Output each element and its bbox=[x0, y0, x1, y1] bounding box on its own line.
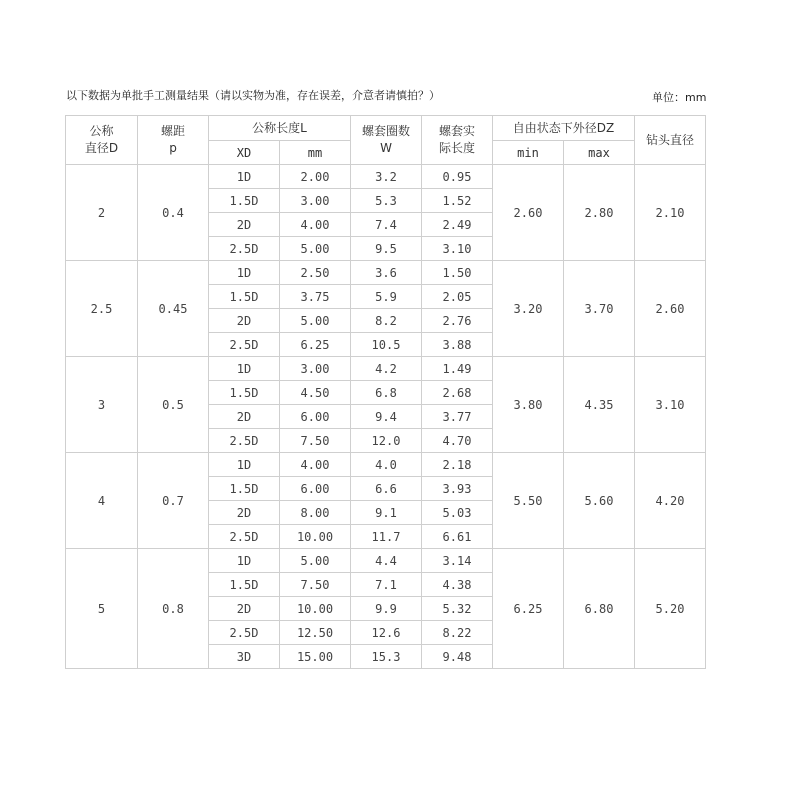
drill-diameter-cell: 2.60 bbox=[635, 261, 706, 357]
actual-length-cell: 3.14 bbox=[422, 549, 493, 573]
nominal-diameter-cell: 2.5 bbox=[66, 261, 138, 357]
length-xd-cell: 2D bbox=[209, 309, 280, 333]
coil-count-cell: 4.2 bbox=[351, 357, 422, 381]
length-mm-cell: 6.00 bbox=[280, 477, 351, 501]
actual-length-cell: 2.05 bbox=[422, 285, 493, 309]
length-mm-cell: 7.50 bbox=[280, 429, 351, 453]
coil-count-cell: 9.1 bbox=[351, 501, 422, 525]
length-mm-cell: 3.00 bbox=[280, 357, 351, 381]
coil-count-cell: 9.5 bbox=[351, 237, 422, 261]
pitch-cell: 0.8 bbox=[138, 549, 209, 669]
actual-length-cell: 6.61 bbox=[422, 525, 493, 549]
length-mm-cell: 3.00 bbox=[280, 189, 351, 213]
length-xd-cell: 2D bbox=[209, 597, 280, 621]
od-max-cell: 5.60 bbox=[564, 453, 635, 549]
length-xd-cell: 1.5D bbox=[209, 381, 280, 405]
header-length-xd: XD bbox=[209, 141, 280, 165]
header-od-min: min bbox=[493, 141, 564, 165]
length-xd-cell: 1.5D bbox=[209, 189, 280, 213]
actual-length-cell: 4.38 bbox=[422, 573, 493, 597]
length-xd-cell: 1D bbox=[209, 165, 280, 189]
actual-length-cell: 9.48 bbox=[422, 645, 493, 669]
table-row bbox=[66, 453, 706, 477]
header-od-max: max bbox=[564, 141, 635, 165]
length-mm-cell: 2.50 bbox=[280, 261, 351, 285]
pitch-cell: 0.7 bbox=[138, 453, 209, 549]
pitch-cell: 0.4 bbox=[138, 165, 209, 261]
coil-count-cell: 7.4 bbox=[351, 213, 422, 237]
table-row bbox=[66, 357, 706, 381]
header-pitch: 螺距 p bbox=[138, 116, 209, 165]
actual-length-cell: 1.52 bbox=[422, 189, 493, 213]
actual-length-cell: 5.32 bbox=[422, 597, 493, 621]
unit-label: 单位：mm bbox=[652, 91, 707, 104]
length-xd-cell: 1D bbox=[209, 261, 280, 285]
header-length-mm: mm bbox=[280, 141, 351, 165]
length-xd-cell: 1D bbox=[209, 453, 280, 477]
od-max-cell: 4.35 bbox=[564, 357, 635, 453]
length-xd-cell: 1.5D bbox=[209, 477, 280, 501]
length-mm-cell: 5.00 bbox=[280, 309, 351, 333]
od-min-cell: 2.60 bbox=[493, 165, 564, 261]
actual-length-cell: 3.93 bbox=[422, 477, 493, 501]
od-min-cell: 6.25 bbox=[493, 549, 564, 669]
od-max-cell: 3.70 bbox=[564, 261, 635, 357]
table-row bbox=[66, 261, 706, 285]
coil-count-cell: 6.8 bbox=[351, 381, 422, 405]
length-xd-cell: 1D bbox=[209, 357, 280, 381]
drill-diameter-cell: 3.10 bbox=[635, 357, 706, 453]
actual-length-cell: 5.03 bbox=[422, 501, 493, 525]
coil-count-cell: 12.0 bbox=[351, 429, 422, 453]
actual-length-cell: 2.68 bbox=[422, 381, 493, 405]
header-nominal-length: 公称长度L bbox=[209, 116, 351, 141]
od-min-cell: 3.20 bbox=[493, 261, 564, 357]
coil-count-cell: 7.1 bbox=[351, 573, 422, 597]
pitch-cell: 0.45 bbox=[138, 261, 209, 357]
actual-length-cell: 8.22 bbox=[422, 621, 493, 645]
length-mm-cell: 7.50 bbox=[280, 573, 351, 597]
actual-length-cell: 1.50 bbox=[422, 261, 493, 285]
coil-count-cell: 3.2 bbox=[351, 165, 422, 189]
header-drill-diameter: 钻头直径 bbox=[635, 116, 706, 165]
coil-count-cell: 5.3 bbox=[351, 189, 422, 213]
length-mm-cell: 5.00 bbox=[280, 237, 351, 261]
coil-count-cell: 8.2 bbox=[351, 309, 422, 333]
coil-count-cell: 3.6 bbox=[351, 261, 422, 285]
length-mm-cell: 4.00 bbox=[280, 213, 351, 237]
actual-length-cell: 3.77 bbox=[422, 405, 493, 429]
length-xd-cell: 2.5D bbox=[209, 333, 280, 357]
length-xd-cell: 2D bbox=[209, 405, 280, 429]
drill-diameter-cell: 2.10 bbox=[635, 165, 706, 261]
drill-diameter-cell: 4.20 bbox=[635, 453, 706, 549]
length-xd-cell: 2.5D bbox=[209, 525, 280, 549]
length-xd-cell: 2D bbox=[209, 213, 280, 237]
od-max-cell: 6.80 bbox=[564, 549, 635, 669]
length-mm-cell: 10.00 bbox=[280, 525, 351, 549]
coil-count-cell: 12.6 bbox=[351, 621, 422, 645]
length-mm-cell: 8.00 bbox=[280, 501, 351, 525]
length-xd-cell: 1.5D bbox=[209, 573, 280, 597]
nominal-diameter-cell: 5 bbox=[66, 549, 138, 669]
coil-count-cell: 6.6 bbox=[351, 477, 422, 501]
actual-length-cell: 3.88 bbox=[422, 333, 493, 357]
header-nominal-diameter: 公称 直径D bbox=[66, 116, 138, 165]
length-mm-cell: 15.00 bbox=[280, 645, 351, 669]
coil-count-cell: 10.5 bbox=[351, 333, 422, 357]
coil-count-cell: 4.4 bbox=[351, 549, 422, 573]
thread-insert-spec-table bbox=[65, 115, 706, 669]
table-row bbox=[66, 549, 706, 573]
actual-length-cell: 2.76 bbox=[422, 309, 493, 333]
length-xd-cell: 2D bbox=[209, 501, 280, 525]
actual-length-cell: 1.49 bbox=[422, 357, 493, 381]
actual-length-cell: 4.70 bbox=[422, 429, 493, 453]
od-max-cell: 2.80 bbox=[564, 165, 635, 261]
length-xd-cell: 3D bbox=[209, 645, 280, 669]
nominal-diameter-cell: 4 bbox=[66, 453, 138, 549]
length-mm-cell: 6.00 bbox=[280, 405, 351, 429]
coil-count-cell: 5.9 bbox=[351, 285, 422, 309]
length-xd-cell: 2.5D bbox=[209, 429, 280, 453]
coil-count-cell: 9.9 bbox=[351, 597, 422, 621]
length-xd-cell: 2.5D bbox=[209, 621, 280, 645]
length-xd-cell: 2.5D bbox=[209, 237, 280, 261]
length-mm-cell: 12.50 bbox=[280, 621, 351, 645]
length-mm-cell: 4.00 bbox=[280, 453, 351, 477]
coil-count-cell: 4.0 bbox=[351, 453, 422, 477]
od-min-cell: 5.50 bbox=[493, 453, 564, 549]
length-mm-cell: 5.00 bbox=[280, 549, 351, 573]
actual-length-cell: 3.10 bbox=[422, 237, 493, 261]
length-mm-cell: 10.00 bbox=[280, 597, 351, 621]
length-mm-cell: 6.25 bbox=[280, 333, 351, 357]
measurement-note: 以下数据为单批手工测量结果（请以实物为准，存在误差，介意者请慎拍？） bbox=[66, 89, 440, 102]
header-actual-length: 螺套实 际长度 bbox=[422, 116, 493, 165]
actual-length-cell: 2.18 bbox=[422, 453, 493, 477]
pitch-cell: 0.5 bbox=[138, 357, 209, 453]
length-xd-cell: 1D bbox=[209, 549, 280, 573]
length-mm-cell: 4.50 bbox=[280, 381, 351, 405]
od-min-cell: 3.80 bbox=[493, 357, 564, 453]
table-row bbox=[66, 165, 706, 189]
actual-length-cell: 0.95 bbox=[422, 165, 493, 189]
nominal-diameter-cell: 2 bbox=[66, 165, 138, 261]
header-coil-count: 螺套圈数 W bbox=[351, 116, 422, 165]
actual-length-cell: 2.49 bbox=[422, 213, 493, 237]
length-mm-cell: 2.00 bbox=[280, 165, 351, 189]
header-free-outer-diameter: 自由状态下外径DZ bbox=[493, 116, 635, 141]
coil-count-cell: 9.4 bbox=[351, 405, 422, 429]
coil-count-cell: 11.7 bbox=[351, 525, 422, 549]
length-xd-cell: 1.5D bbox=[209, 285, 280, 309]
drill-diameter-cell: 5.20 bbox=[635, 549, 706, 669]
length-mm-cell: 3.75 bbox=[280, 285, 351, 309]
nominal-diameter-cell: 3 bbox=[66, 357, 138, 453]
coil-count-cell: 15.3 bbox=[351, 645, 422, 669]
